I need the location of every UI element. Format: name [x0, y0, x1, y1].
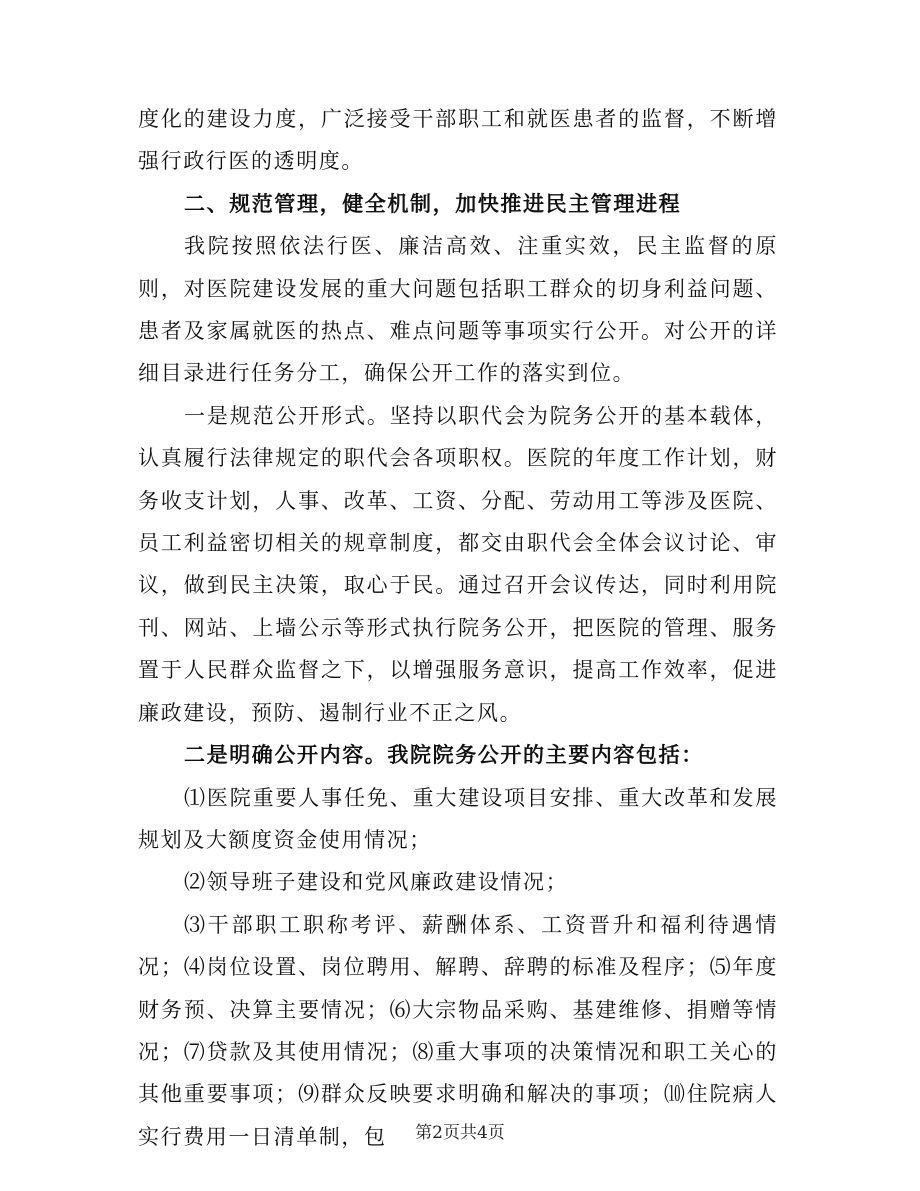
subsection-heading-content: 二是明确公开内容。我院院务公开的主要内容包括：: [184, 742, 704, 768]
section-heading: 二、规范管理，健全机制，加快推进民主管理进程: [184, 190, 682, 216]
list-item-2: ⑵领导班子建设和党风廉政建设情况；: [184, 870, 569, 895]
paragraph-continuation: 度化的建设力度，广泛接受干部职工和就医患者的监督，不断增强行政行医的透明度。: [138, 107, 778, 174]
document-body: [138, 98, 778, 1158]
paragraph-form: 一是规范公开形式。坚持以职代会为院务公开的基本载体，认真履行法律规定的职代会各项职权。医院的年度工作计划，财务收支计划，人事、改革、工资、分配、劳动用工等涉及医院、员工利益密切相关的规章制度，都交由职代会全体会议讨论、审议，做到民主决策，取心于民。通过召开会议传达，同时利用院刊、网站、上墙公示等形式执行院务公开，把医院的管理、服务置于人民群众监督之下，以增强服务意识，提高工作效率，促进廉政建设，预防、遏制行业不正之风。: [138, 403, 778, 725]
page-number-footer: 第2页共4页: [415, 1123, 505, 1143]
list-item-3-to-10: ⑶干部职工职称考评、薪酬体系、工资晋升和福利待遇情况；⑷岗位设置、岗位聘用、解聘、辞聘的标准及程序；⑸年度财务预、决算主要情况；⑹大宗物品采购、基建维修、捐赠等情况；⑺贷款及其使用情况；⑻重大事项的决策情况和职工关心的其他重要事项；⑼群众反映要求明确和解决的事项；⑽住院病人实行费用一日清单制，包: [138, 912, 778, 1149]
list-item-1: ⑴医院重要人事任免、重大建设项目安排、重大改革和发展规划及大额度资金使用情况；: [138, 785, 778, 852]
paragraph-principles: 我院按照依法行医、廉洁高效、注重实效，民主监督的原则，对医院建设发展的重大问题包括职工群众的切身利益问题、患者及家属就医的热点、难点问题等事项实行公开。对公开的详细目录进行任务分工，确保公开工作的落实到位。: [138, 234, 778, 386]
